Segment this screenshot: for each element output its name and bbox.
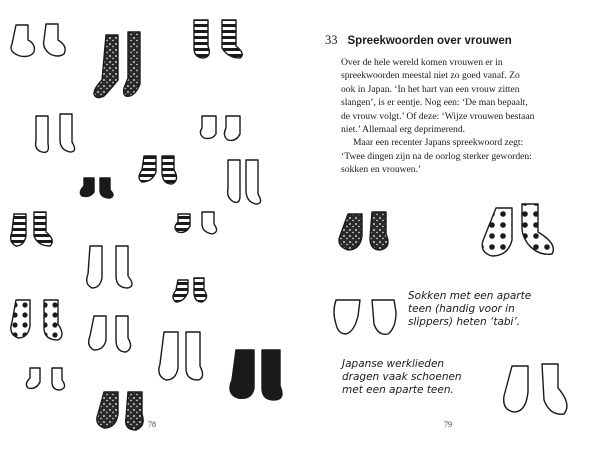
sock-icon bbox=[44, 300, 62, 340]
sock-icon bbox=[224, 116, 240, 140]
sock-icon bbox=[116, 316, 131, 352]
body-line: Over de hele wereld komen vrouwen er in bbox=[341, 57, 503, 68]
sock-icon bbox=[11, 214, 26, 246]
sock-icon bbox=[173, 280, 188, 302]
sock-icon bbox=[52, 368, 65, 390]
sock-icon bbox=[186, 332, 203, 380]
sock-icon bbox=[175, 214, 190, 232]
sock-icon bbox=[11, 25, 34, 57]
sock-icon bbox=[159, 332, 178, 380]
sock-icon bbox=[36, 116, 49, 152]
note-line: Japanse werklieden bbox=[342, 358, 445, 370]
sock-icon bbox=[246, 160, 261, 204]
sock-icon bbox=[194, 278, 207, 302]
sock-icon bbox=[94, 35, 118, 98]
note-line: dragen vaak schoenen bbox=[342, 371, 462, 383]
note-line: Sokken met een aparte bbox=[408, 290, 532, 302]
body-line: ook in Japan. ‘In het hart van een vrouw zitten bbox=[341, 83, 520, 95]
sock-icon bbox=[139, 156, 156, 182]
sock-icon bbox=[60, 114, 75, 152]
sock-icon bbox=[80, 178, 94, 197]
body-line: niet.’ Allemaal erg deprimerend. bbox=[341, 124, 466, 136]
sock-icon bbox=[262, 350, 282, 400]
page-number: 78 bbox=[148, 420, 156, 429]
sock-icon bbox=[11, 300, 30, 338]
sock-icon bbox=[34, 212, 52, 246]
sock-icon bbox=[230, 350, 254, 398]
sock-icon bbox=[124, 32, 140, 96]
sock-icon bbox=[339, 214, 362, 250]
sock-icon bbox=[202, 212, 217, 234]
chapter-number: 33 bbox=[325, 33, 338, 47]
body-line: Maar een recenter Japans spreekwoord zegt: bbox=[353, 137, 524, 149]
note-line: slippers) heten ‘tabi’. bbox=[408, 316, 521, 328]
sock-icon bbox=[87, 246, 102, 288]
sock-icon bbox=[97, 392, 118, 428]
tabi-sock-icon bbox=[334, 300, 360, 334]
body-line: sokken en vrouwen.’ bbox=[341, 164, 422, 176]
sock-icon bbox=[116, 246, 132, 288]
sock-icon bbox=[89, 316, 106, 350]
sock-icon bbox=[44, 24, 66, 56]
chapter-title: Spreekwoorden over vrouwen bbox=[347, 35, 512, 47]
page-number: 79 bbox=[444, 420, 452, 429]
body-line: spreekwoorden meestal niet zo goed vanaf. Zo bbox=[341, 70, 520, 82]
tabi-sock-icon bbox=[542, 364, 567, 414]
sock-icon bbox=[222, 20, 242, 58]
sock-icon bbox=[26, 368, 40, 388]
tabi-sock-icon bbox=[372, 300, 396, 334]
body-line: slangen’, is er eentje. Nog een: ‘De man bepaalt, bbox=[341, 97, 528, 109]
sock-icon bbox=[370, 212, 388, 250]
note-line: met een aparte teen. bbox=[342, 384, 454, 396]
sock-icon bbox=[100, 178, 113, 198]
body-line: de vrouw volgt.’ Of deze: ‘Wijze vrouwen bestaan bbox=[341, 110, 535, 122]
tabi-sock-icon bbox=[504, 366, 528, 412]
sock-icon bbox=[522, 204, 553, 254]
body-line: ‘Twee dingen zijn na de oorlog sterker geworden: bbox=[341, 150, 532, 162]
handwritten-note-tabi bbox=[408, 290, 583, 329]
note-line: teen (handig voor in bbox=[408, 303, 515, 315]
sock-icon bbox=[126, 392, 143, 430]
sock-icon bbox=[194, 20, 209, 58]
sock-icon bbox=[482, 208, 512, 256]
sock-icon bbox=[162, 156, 177, 184]
handwritten-note-workers bbox=[342, 358, 492, 397]
sock-icon bbox=[200, 116, 216, 139]
sock-icon bbox=[228, 160, 240, 202]
